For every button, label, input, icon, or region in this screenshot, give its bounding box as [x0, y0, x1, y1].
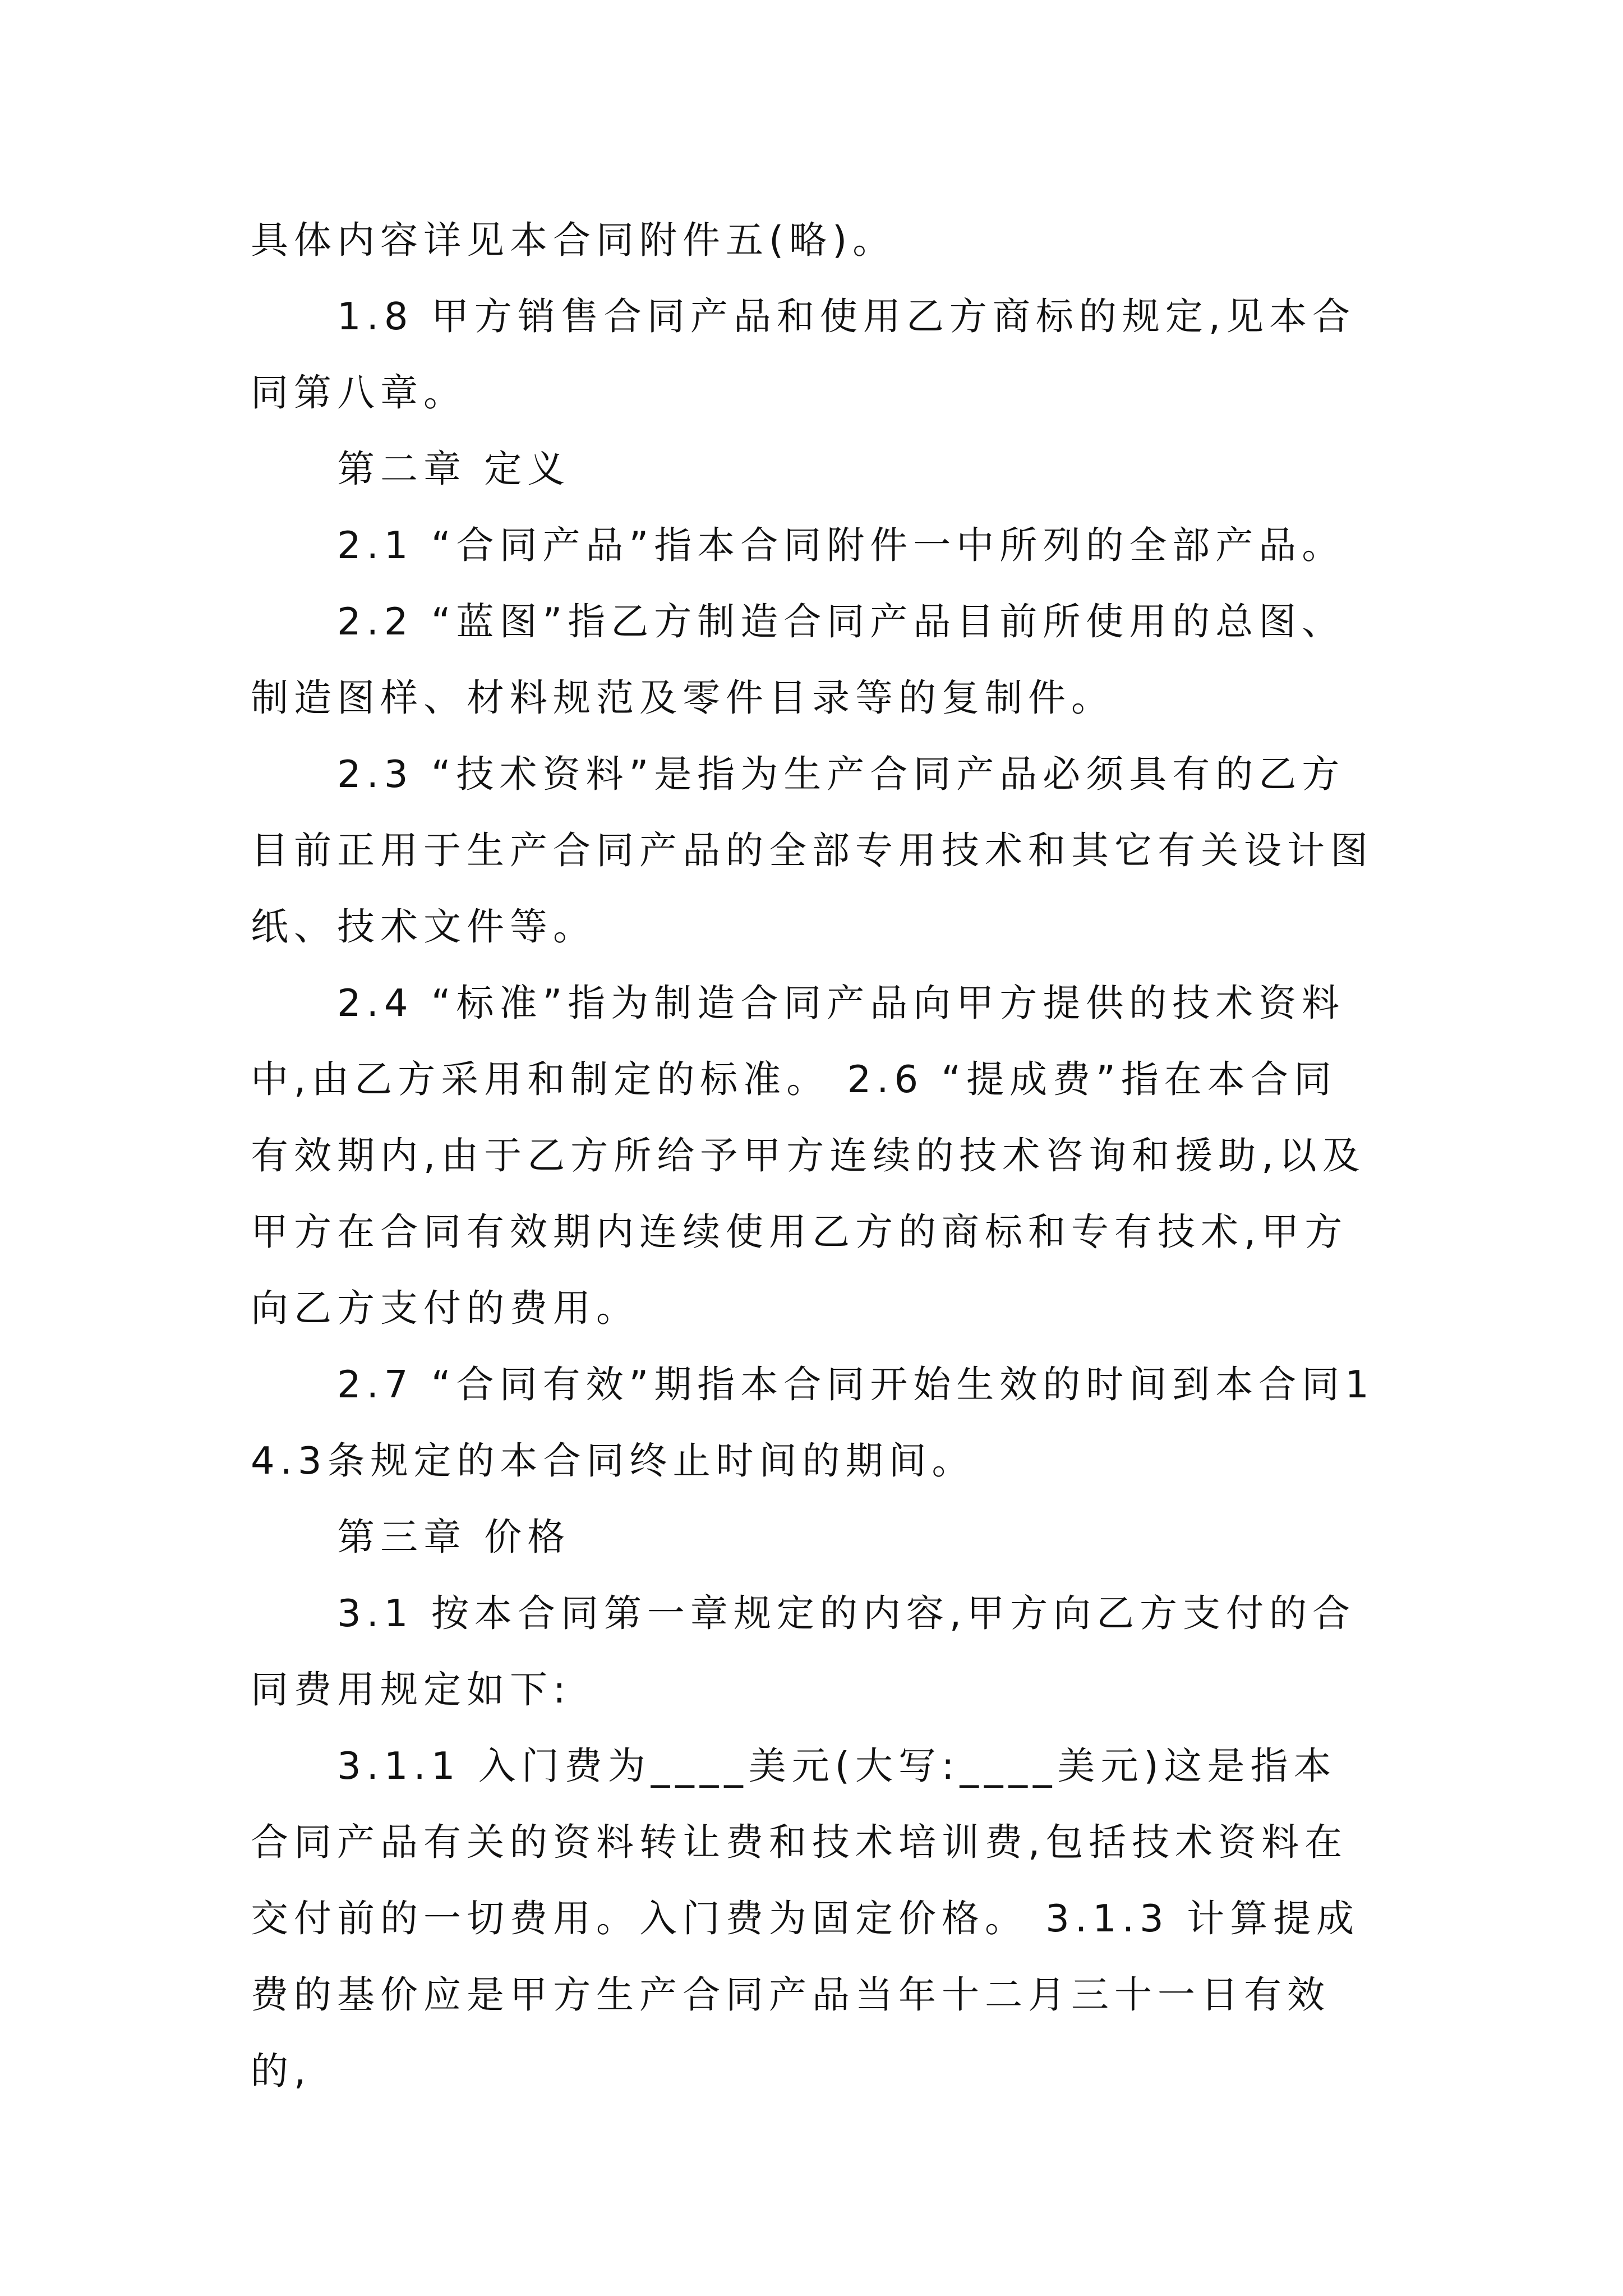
chapter-2-heading: 第二章 定义	[337, 447, 571, 491]
paragraph-1-8: 1.8 甲方销售合同产品和使用乙方商标的规定,见本合同第八章。	[251, 295, 1356, 415]
document-body	[251, 202, 1375, 2109]
paragraph-3-1: 3.1 按本合同第一章规定的内容,甲方向乙方支付的合同费用规定如下:	[251, 1591, 1356, 1711]
paragraph-2-2: 2.2 “蓝图”指乙方制造合同产品目前所使用的总图、制造图样、材料规范及零件目录等的复制件。	[251, 600, 1345, 720]
paragraph-2-1: 2.1 “合同产品”指本合同附件一中所列的全部产品。	[337, 523, 1345, 567]
paragraph-2-4-and-2-6: 2.4 “标准”指为制造合同产品向甲方提供的技术资料中,由乙方采用和制定的标准。 2.6 “提成费”指在本合同有效期内,由于乙方所给予甲方连续的技术咨询和援助,以及甲方在合同有效期内连续使用乙方的商标和专有技术,甲方向乙方支付的费用。	[251, 981, 1366, 1330]
paragraph-appendix-reference: 具体内容详见本合同附件五(略)。	[251, 218, 896, 262]
paragraph-2-7: 2.7 “合同有效”期指本合同开始生效的时间到本合同14.3条规定的本合同终止时间的期间。	[251, 1363, 1375, 1483]
paragraph-2-3: 2.3 “技术资料”是指为生产合同产品必须具有的乙方目前正用于生产合同产品的全部专用技术和其它有关设计图纸、技术文件等。	[251, 752, 1373, 949]
chapter-3-heading: 第三章 价格	[337, 1515, 571, 1559]
paragraph-3-1-1-and-3-1-3: 3.1.1 入门费为____美元(大写:____美元)这是指本合同产品有关的资料转让费和技术培训费,包括技术资料在交付前的一切费用。入门费为固定价格。 3.1.3 计算提成费的基价应是甲方生产合同产品当年十二月三十一日有效的,	[251, 1744, 1360, 2093]
